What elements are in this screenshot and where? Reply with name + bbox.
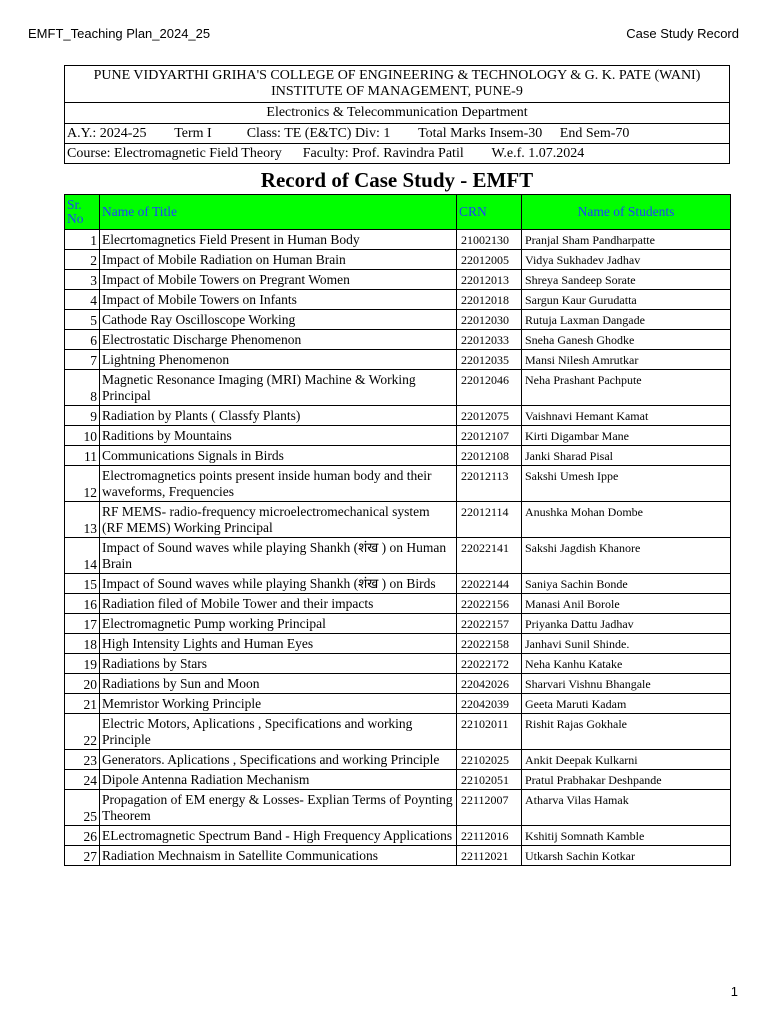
title-cell: Impact of Sound waves while playing Shankh (शंख ) on Human Brain [100, 538, 457, 574]
college-name: PUNE VIDYARTHI GRIHA'S COLLEGE OF ENGINEERING & TECHNOLOGY & G. K. PATE (WANI) INSTITUTE OF MANAGEMENT, PUNE-9 [93, 68, 701, 99]
student-name-cell: Sakshi Jagdish Khanore [522, 538, 731, 574]
student-name-cell: Kirti Digambar Mane [522, 426, 731, 446]
title-cell: Radiation Mechnaism in Satellite Communications [100, 846, 457, 866]
title-cell: Elecrtomagnetics Field Present in Human Body [100, 230, 457, 250]
title-cell: Impact of Mobile Radiation on Human Brain [100, 250, 457, 270]
table-row [65, 406, 731, 426]
student-name-cell: Anushka Mohan Dombe [522, 502, 731, 538]
table-row [65, 674, 731, 694]
student-name-cell: Saniya Sachin Bonde [522, 574, 731, 594]
table-row [65, 574, 731, 594]
table-row [65, 694, 731, 714]
department-name: Electronics & Telecommunication Department [65, 102, 729, 123]
academic-year-line: A.Y.: 2024-25 Term I Class: TE (E&TC) Div: 1 Total Marks Insem-30 End Sem-70 [65, 123, 729, 143]
crn-cell: 22012107 [457, 426, 522, 446]
table-row [65, 270, 731, 290]
table-row [65, 826, 731, 846]
title-cell: Impact of Sound waves while playing Shankh (शंख ) on Birds [100, 574, 457, 594]
crn-cell: 22112021 [457, 846, 522, 866]
student-name-cell: Pranjal Sham Pandharpatte [522, 230, 731, 250]
student-name-cell: Neha Kanhu Katake [522, 654, 731, 674]
crn-cell: 22012013 [457, 270, 522, 290]
student-name-cell: Sakshi Umesh Ippe [522, 466, 731, 502]
student-name-cell: Janhavi Sunil Shinde. [522, 634, 731, 654]
sr-no-cell: 17 [65, 614, 100, 634]
sr-no-cell: 19 [65, 654, 100, 674]
title-cell: Radiations by Stars [100, 654, 457, 674]
crn-cell: 22012030 [457, 310, 522, 330]
column-header-students: Name of Students [522, 195, 731, 230]
crn-cell: 22022172 [457, 654, 522, 674]
sr-no-cell: 20 [65, 674, 100, 694]
table-body [65, 230, 731, 866]
title-cell: Impact of Mobile Towers on Infants [100, 290, 457, 310]
page-header [28, 26, 739, 41]
title-cell: Impact of Mobile Towers on Pregrant Women [100, 270, 457, 290]
crn-cell: 22022158 [457, 634, 522, 654]
table-row [65, 466, 731, 502]
table-row [65, 538, 731, 574]
student-name-cell: Rutuja Laxman Dangade [522, 310, 731, 330]
table-row [65, 654, 731, 674]
sr-no-cell: 16 [65, 594, 100, 614]
table-row [65, 330, 731, 350]
sr-no-cell: 3 [65, 270, 100, 290]
crn-cell: 22022144 [457, 574, 522, 594]
title-cell: Raditions by Mountains [100, 426, 457, 446]
table-row [65, 750, 731, 770]
table-row [65, 230, 731, 250]
crn-cell: 22112007 [457, 790, 522, 826]
crn-cell: 22012033 [457, 330, 522, 350]
crn-cell: 22012075 [457, 406, 522, 426]
student-name-cell: Janki Sharad Pisal [522, 446, 731, 466]
student-name-cell: Rishit Rajas Gokhale [522, 714, 731, 750]
student-name-cell: Pratul Prabhakar Deshpande [522, 770, 731, 790]
student-name-cell: Mansi Nilesh Amrutkar [522, 350, 731, 370]
crn-cell: 22012114 [457, 502, 522, 538]
crn-cell: 22022157 [457, 614, 522, 634]
crn-cell: 22012035 [457, 350, 522, 370]
table-row [65, 370, 731, 406]
student-name-cell: Ankit Deepak Kulkarni [522, 750, 731, 770]
student-name-cell: Sneha Ganesh Ghodke [522, 330, 731, 350]
sr-no-cell: 26 [65, 826, 100, 846]
page-number: 1 [730, 984, 738, 999]
crn-cell: 22102025 [457, 750, 522, 770]
title-cell: Radiation by Plants ( Classfy Plants) [100, 406, 457, 426]
title-cell: Radiations by Sun and Moon [100, 674, 457, 694]
table-row [65, 250, 731, 270]
student-name-cell: Shreya Sandeep Sorate [522, 270, 731, 290]
crn-cell: 22042039 [457, 694, 522, 714]
title-cell: RF MEMS- radio-frequency microelectromechanical system (RF MEMS) Working Principal [100, 502, 457, 538]
column-header-crn: CRN [457, 195, 522, 230]
student-name-cell: Priyanka Dattu Jadhav [522, 614, 731, 634]
table-row [65, 714, 731, 750]
institute-header-box [64, 65, 730, 164]
sr-no-cell: 1 [65, 230, 100, 250]
crn-cell: 22112016 [457, 826, 522, 846]
crn-cell: 22012005 [457, 250, 522, 270]
crn-cell: 22012108 [457, 446, 522, 466]
student-name-cell: Vaishnavi Hemant Kamat [522, 406, 731, 426]
title-cell: Communications Signals in Birds [100, 446, 457, 466]
table-row [65, 594, 731, 614]
column-header-title: Name of Title [100, 195, 457, 230]
sr-no-cell: 23 [65, 750, 100, 770]
sr-no-cell: 10 [65, 426, 100, 446]
crn-cell: 22012018 [457, 290, 522, 310]
table-row [65, 310, 731, 330]
table-row [65, 446, 731, 466]
student-name-cell: Geeta Maruti Kadam [522, 694, 731, 714]
crn-cell: 22022156 [457, 594, 522, 614]
sr-no-cell: 15 [65, 574, 100, 594]
title-cell: Electromagnetic Pump working Principal [100, 614, 457, 634]
title-cell: Cathode Ray Oscilloscope Working [100, 310, 457, 330]
student-name-cell: Vidya Sukhadev Jadhav [522, 250, 731, 270]
student-name-cell: Utkarsh Sachin Kotkar [522, 846, 731, 866]
title-cell: Radiation filed of Mobile Tower and their impacts [100, 594, 457, 614]
table-row [65, 770, 731, 790]
sr-no-cell: 18 [65, 634, 100, 654]
sr-no-cell: 8 [65, 370, 100, 406]
crn-cell: 22102051 [457, 770, 522, 790]
column-header-sr-no: Sr. No [65, 195, 100, 230]
title-cell: Propagation of EM energy & Losses- Explian Terms of Poynting Theorem [100, 790, 457, 826]
crn-cell: 21002130 [457, 230, 522, 250]
sr-no-cell: 11 [65, 446, 100, 466]
sr-no-cell: 5 [65, 310, 100, 330]
crn-cell: 22012113 [457, 466, 522, 502]
title-cell: Memristor Working Principle [100, 694, 457, 714]
title-cell: ELectromagnetic Spectrum Band - High Frequency Applications [100, 826, 457, 846]
title-cell: High Intensity Lights and Human Eyes [100, 634, 457, 654]
sr-no-cell: 2 [65, 250, 100, 270]
course-line: Course: Electromagnetic Field Theory Faculty: Prof. Ravindra Patil W.e.f. 1.07.2024 [65, 143, 729, 163]
student-name-cell: Neha Prashant Pachpute [522, 370, 731, 406]
title-cell: Magnetic Resonance Imaging (MRI) Machine & Working Principal [100, 370, 457, 406]
document-name: EMFT_Teaching Plan_2024_25 [28, 26, 211, 41]
crn-cell: 22022141 [457, 538, 522, 574]
table-row [65, 502, 731, 538]
sr-no-cell: 13 [65, 502, 100, 538]
sr-no-cell: 7 [65, 350, 100, 370]
page-title: Record of Case Study - EMFT [260, 168, 534, 192]
sr-no-cell: 22 [65, 714, 100, 750]
title-cell: Dipole Antenna Radiation Mechanism [100, 770, 457, 790]
table-row [65, 846, 731, 866]
crn-cell: 22042026 [457, 674, 522, 694]
crn-cell: 22012046 [457, 370, 522, 406]
sr-no-cell: 14 [65, 538, 100, 574]
title-cell: Electromagnetics points present inside human body and their waveforms, Frequencies [100, 466, 457, 502]
table-row [65, 634, 731, 654]
sr-no-cell: 25 [65, 790, 100, 826]
student-name-cell: Atharva Vilas Hamak [522, 790, 731, 826]
table-row [65, 790, 731, 826]
sr-no-cell: 4 [65, 290, 100, 310]
table-row [65, 426, 731, 446]
student-name-cell: Manasi Anil Borole [522, 594, 731, 614]
sr-no-cell: 9 [65, 406, 100, 426]
table-row [65, 614, 731, 634]
student-name-cell: Sharvari Vishnu Bhangale [522, 674, 731, 694]
table-row [65, 290, 731, 310]
sr-no-cell: 6 [65, 330, 100, 350]
student-name-cell: Kshitij Somnath Kamble [522, 826, 731, 846]
sr-no-cell: 12 [65, 466, 100, 502]
title-cell: Electrostatic Discharge Phenomenon [100, 330, 457, 350]
document-section: Case Study Record [626, 26, 739, 41]
case-study-table [64, 194, 731, 866]
student-name-cell: Sargun Kaur Gurudatta [522, 290, 731, 310]
table-header-row [65, 195, 731, 230]
sr-no-cell: 21 [65, 694, 100, 714]
title-cell: Electric Motors, Aplications , Specifications and working Principle [100, 714, 457, 750]
sr-no-cell: 24 [65, 770, 100, 790]
title-cell: Generators. Aplications , Specifications and working Principle [100, 750, 457, 770]
sr-no-cell: 27 [65, 846, 100, 866]
title-cell: Lightning Phenomenon [100, 350, 457, 370]
table-row [65, 350, 731, 370]
crn-cell: 22102011 [457, 714, 522, 750]
